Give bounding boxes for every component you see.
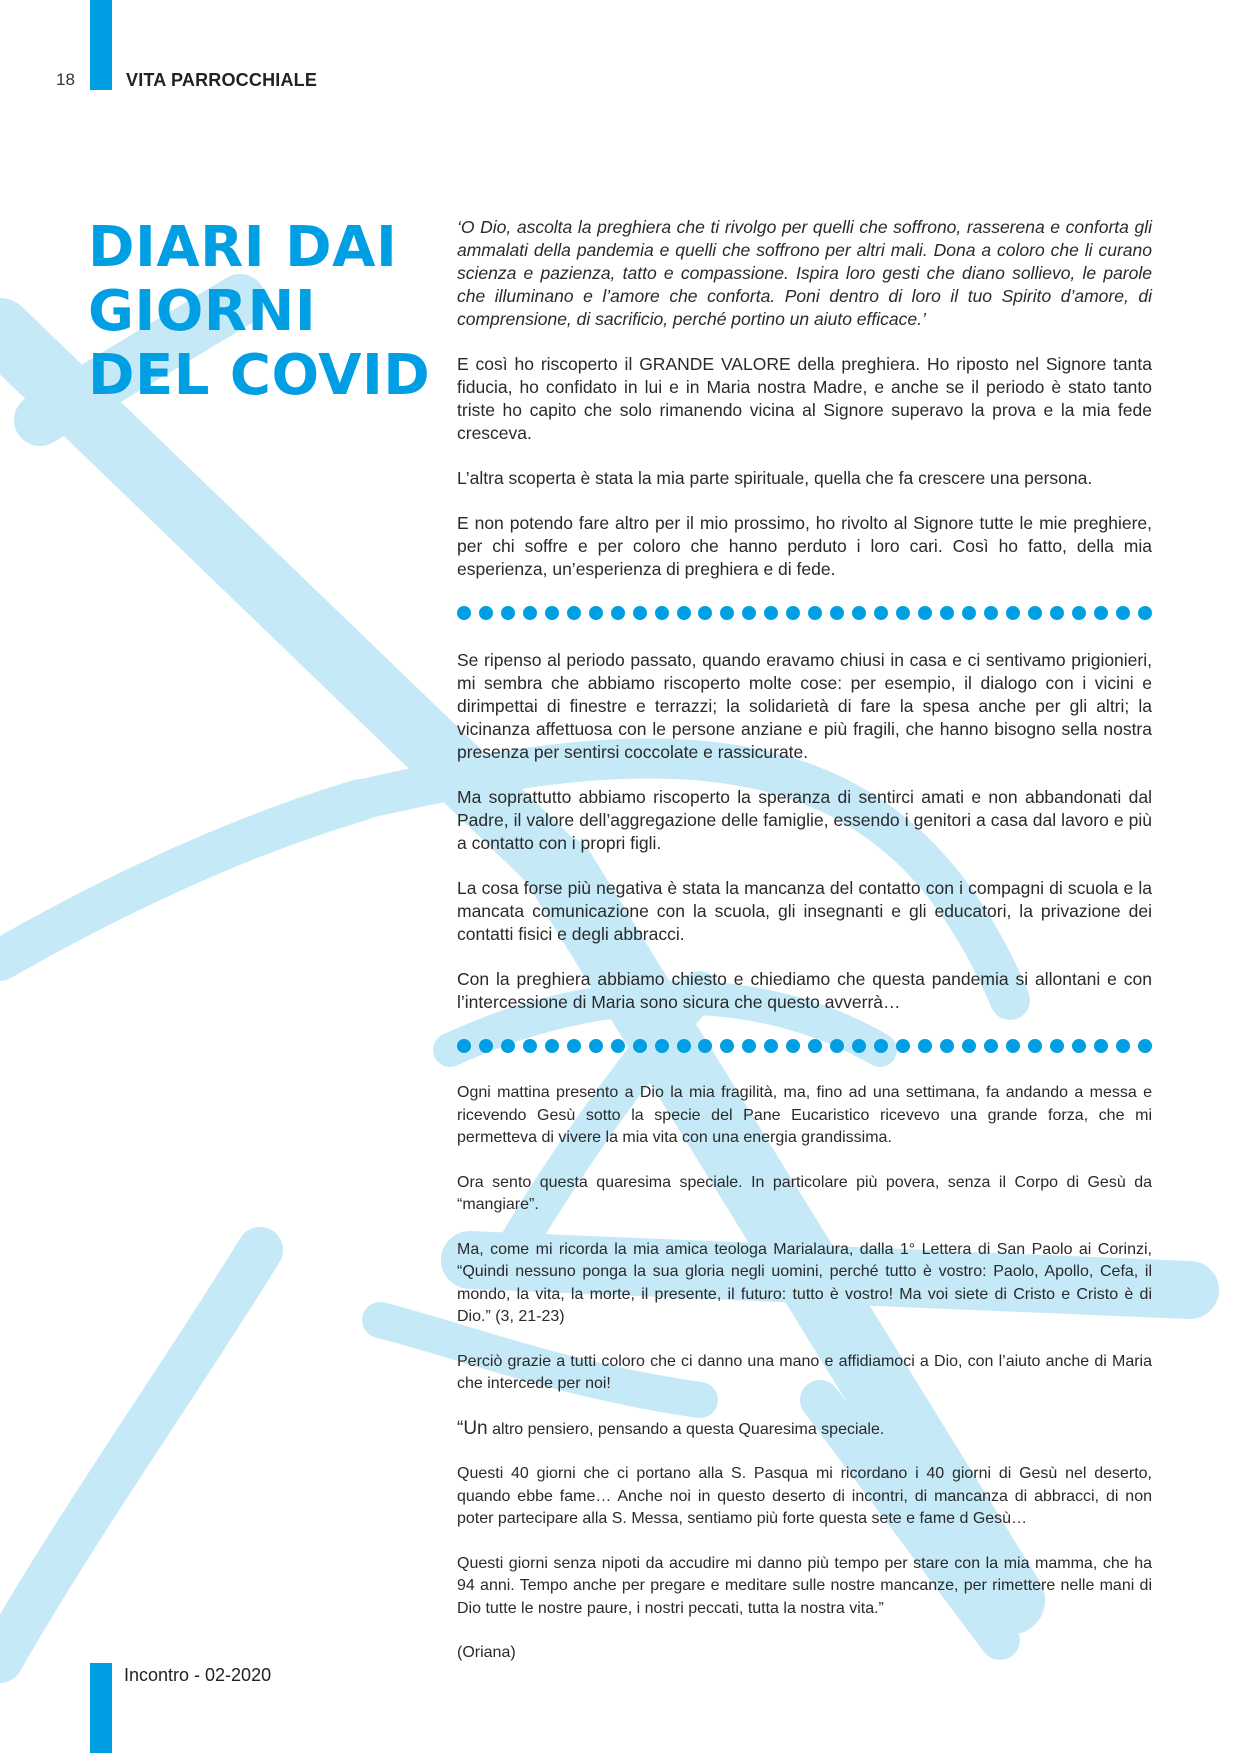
paragraph: Ma, come mi ricorda la mia amica teologa Marialaura, dalla 1° Lettera di San Paolo ai Corinzi, “Quindi nessuno ponga la sua gloria negli uomini, perché tutto è vostro: Paolo, Apollo, Cefa, il mondo, la vita, la morte, il presente, il futuro: tutto è vostro! Ma voi siete di Cristo e Cristo è di Dio.” (3, 21-23) (457, 1240, 1152, 1325)
paragraph: Questi 40 giorni che ci portano alla S. Pasqua mi ricordano i 40 giorni di Gesù nel deserto, quando ebbe fame… Anche noi in questo deserto di incontri, di mancanza di abbracci, di non poter partecipare alla S. Messa, sentiamo più forte questa sete e fame d Gesù… (457, 1465, 1152, 1527)
divider-dot (523, 606, 537, 620)
header-accent-bar (90, 0, 112, 90)
divider-dot (940, 606, 954, 620)
divider-dot (742, 1039, 756, 1053)
section-label: VITA PARROCCHIALE (126, 70, 318, 90)
signature: (Oriana) (457, 1644, 516, 1661)
divider-dot (611, 606, 625, 620)
divider-dot (896, 606, 910, 620)
divider-dot (918, 1039, 932, 1053)
divider-dot (501, 1039, 515, 1053)
paragraph: Perciò grazie a tutti coloro che ci danno una mano e affidiamoci a Dio, con l’aiuto anche di Maria che intercede per noi! (457, 1352, 1152, 1392)
divider-dot (874, 1039, 888, 1053)
divider-dot (698, 1039, 712, 1053)
paragraph: Ogni mattina presento a Dio la mia fragilità, ma, fino ad una settimana, fa andando a messa e ricevendo Gesù sotto la specie del Pane Eucaristico ricevevo una grande forza, che mi permetteva di vivere la mia vita con una energia grandissima. (457, 1084, 1152, 1146)
divider-dot (479, 1039, 493, 1053)
divider-dot (808, 606, 822, 620)
divider-dot (1138, 1039, 1152, 1053)
divider-dot (545, 1039, 559, 1053)
title-line-2: GIORNI (88, 279, 317, 344)
divider-dot (874, 606, 888, 620)
divider-dot (764, 1039, 778, 1053)
divider-dot (1050, 1039, 1064, 1053)
title-line-3: DEL COVID (88, 343, 431, 408)
divider-dot (742, 606, 756, 620)
divider-dot (1028, 1039, 1042, 1053)
divider-dot (589, 1039, 603, 1053)
dot-divider (457, 1036, 1152, 1056)
divider-dot (896, 1039, 910, 1053)
divider-dot (1028, 606, 1042, 620)
divider-dot (852, 1039, 866, 1053)
article-body (457, 216, 1152, 1687)
divider-dot (698, 606, 712, 620)
divider-dot (786, 606, 800, 620)
divider-dot (786, 1039, 800, 1053)
divider-dot (830, 606, 844, 620)
diary-entry-2 (457, 649, 1152, 1014)
dot-divider (457, 603, 1152, 623)
divider-dot (677, 1039, 691, 1053)
paragraph (457, 1418, 1152, 1442)
divider-dot (1072, 1039, 1086, 1053)
divider-dot (655, 606, 669, 620)
divider-dot (764, 606, 778, 620)
paragraph: La cosa forse più negativa è stata la mancanza del contatto con i compagni di scuola e la mancata comunicazione con la scuola, gli insegnanti e gli educatori, la privazione dei contatti fisici e degli abbracci. (457, 878, 1152, 944)
divider-dot (984, 1039, 998, 1053)
diary-entry-1 (457, 216, 1152, 581)
paragraph: Ora sento questa quaresima speciale. In particolare più povera, senza il Corpo di Gesù da “mangiare”. (457, 1173, 1152, 1213)
diary-entry-3 (457, 1082, 1152, 1665)
quote-lead: “Un (457, 1417, 488, 1439)
divider-dot (611, 1039, 625, 1053)
divider-dot (918, 606, 932, 620)
article-title (88, 216, 430, 408)
paragraph: E così ho riscoperto il GRANDE VALORE della preghiera. Ho riposto nel Signore tanta fiducia, ho confidato in lui e in Maria nostra Madre, e anche se il periodo è stato tanto triste ho capito che solo rimanendo vicina al Signore superavo la prova e la mia fede cresceva. (457, 354, 1152, 443)
divider-dot (808, 1039, 822, 1053)
divider-dot (523, 1039, 537, 1053)
prayer-quote: ‘O Dio, ascolta la preghiera che ti rivolgo per quelli che soffrono, rasserena e conforta gli ammalati della pandemia e quelli che soffrono per altri mali. Dona a coloro che li curano scienza e pazienza, tatto e compassione. Ispira loro gesti che diano sollievo, le parole che illuminano e l’amore che conforta. Poni dentro di loro il tuo Spirito d’amore, di comprensione, di sacrificio, perché portino un aiuto efficace.’ (457, 217, 1152, 329)
divider-dot (567, 1039, 581, 1053)
divider-dot (479, 606, 493, 620)
divider-dot (633, 606, 647, 620)
divider-dot (962, 1039, 976, 1053)
divider-dot (1116, 1039, 1130, 1053)
paragraph: Questi giorni senza nipoti da accudire mi danno più tempo per stare con la mia mamma, che ha 94 anni. Tempo anche per pregare e meditare sulle nostre mancanze, per rimettere nelle mani di Dio tutte le nostre paure, i nostri peccati, tutta la nostra vita.” (457, 1554, 1152, 1617)
divider-dot (457, 606, 471, 620)
paragraph: Se ripenso al periodo passato, quando eravamo chiusi in casa e ci sentivamo prigionieri, mi sembra che abbiamo riscoperto molte cose: per esempio, il dialogo con i vicini e dirimpettai di finestre e terrazzi; la solidarietà di fare la spesa anche per gli altri; la vicinanza affettuosa con le persone anziane e più fragili, che hanno bisogno sella nostra presenza per sentirsi coccolate e rassicurate. (457, 650, 1152, 762)
divider-dot (962, 606, 976, 620)
divider-dot (720, 606, 734, 620)
divider-dot (677, 606, 691, 620)
divider-dot (1072, 606, 1086, 620)
divider-dot (940, 1039, 954, 1053)
divider-dot (501, 606, 515, 620)
footer-accent-bar (90, 1663, 112, 1753)
divider-dot (567, 606, 581, 620)
divider-dot (655, 1039, 669, 1053)
divider-dot (589, 606, 603, 620)
divider-dot (720, 1039, 734, 1053)
divider-dot (852, 606, 866, 620)
divider-dot (1116, 606, 1130, 620)
paragraph: E non potendo fare altro per il mio prossimo, ho rivolto al Signore tutte le mie preghiere, per chi soffre e per coloro che hanno perduto i loro cari. Così ho fatto, della mia esperienza, un’esperienza di preghiera e di fede. (457, 513, 1152, 579)
title-line-1: DIARI DAI (88, 215, 398, 280)
page-number: 18 (56, 70, 75, 89)
paragraph: Ma soprattutto abbiamo riscoperto la speranza di sentirci amati e non abbandonati dal Padre, il valore dell’aggregazione delle famiglie, essendo i genitori a casa dal lavoro e più a contatto con i propri figli. (457, 787, 1152, 853)
footer-issue: Incontro - 02-2020 (124, 1665, 272, 1685)
divider-dot (545, 606, 559, 620)
divider-dot (984, 606, 998, 620)
divider-dot (1094, 1039, 1108, 1053)
divider-dot (457, 1039, 471, 1053)
divider-dot (830, 1039, 844, 1053)
paragraph: Con la preghiera abbiamo chiesto e chiediamo che questa pandemia si allontani e con l’intercessione di Maria sono sicura che questo avverrà… (457, 969, 1152, 1012)
divider-dot (633, 1039, 647, 1053)
quote-rest: altro pensiero, pensando a questa Quaresima speciale. (487, 1420, 885, 1438)
divider-dot (1006, 1039, 1020, 1053)
divider-dot (1006, 606, 1020, 620)
paragraph: L’altra scoperta è stata la mia parte spirituale, quella che fa crescere una persona. (457, 468, 1093, 488)
divider-dot (1094, 606, 1108, 620)
divider-dot (1050, 606, 1064, 620)
divider-dot (1138, 606, 1152, 620)
